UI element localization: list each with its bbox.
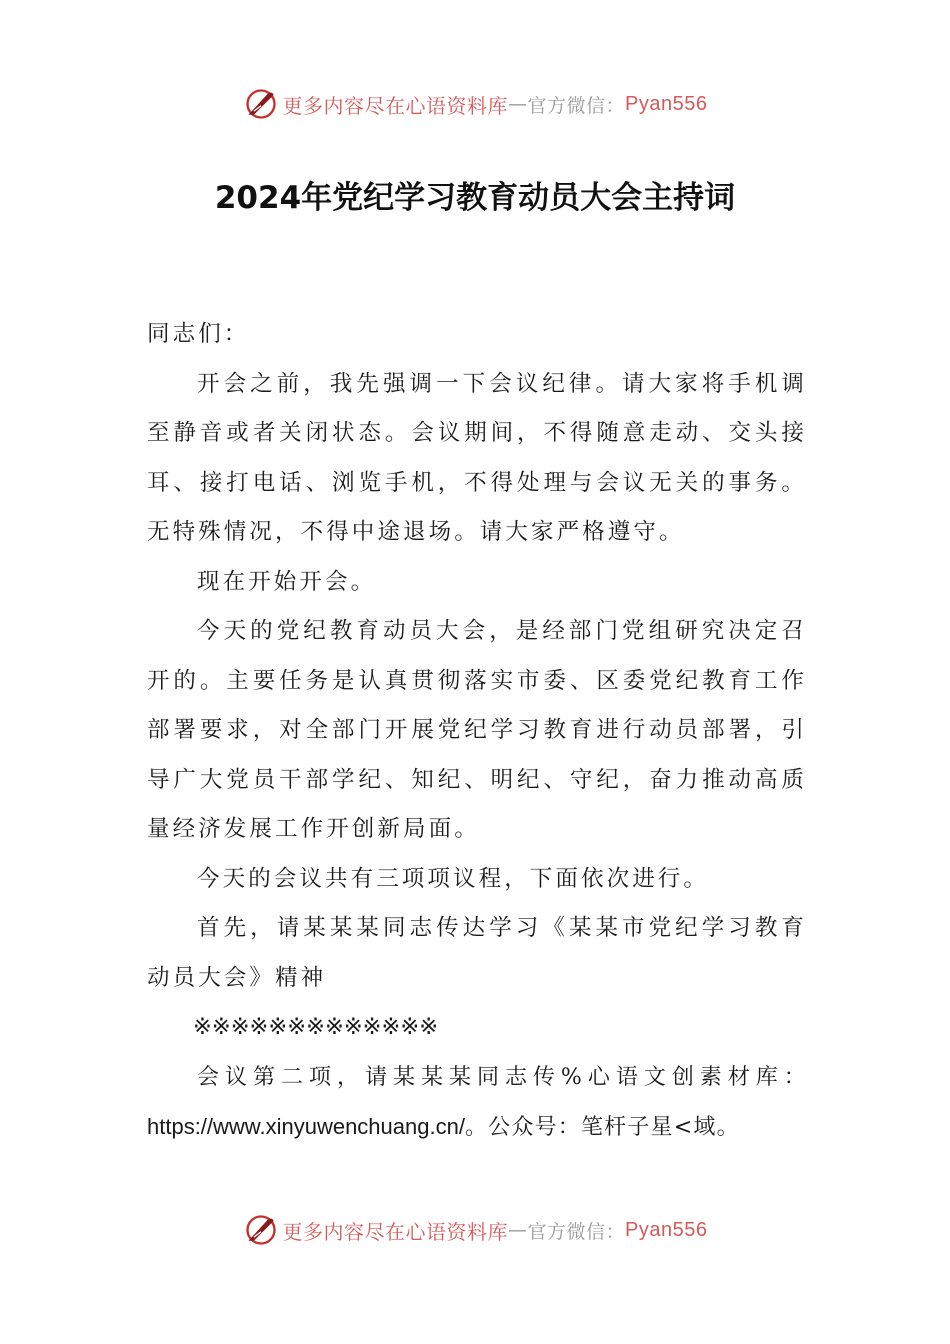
paragraph-purpose: 今天的党纪教育动员大会，是经部门党组研究决定召开的。主要任务是认真贯彻落实市委、区委党纪教育工作部署要求，对全部门开展党纪学习教育进行动员部署，引导广大党员干部学纪、知纪、明纪、守纪，奋力推动高质量经济发展工作开创新局面。 <box>147 618 807 842</box>
source-url: https://www.xinyuwenchuang.cn/ <box>147 1114 465 1139</box>
paragraph-start: 现在开始开会。 <box>197 568 377 595</box>
second-item-suffix: 。公众号：笔杆子星<域。 <box>464 1115 740 1140</box>
salutation: 同志们： <box>147 321 250 347</box>
header-watermark <box>0 84 950 124</box>
watermark-wechat-id: Pyan556 <box>625 92 708 115</box>
watermark-main-text: 更多内容尽在心语资料库 <box>282 93 508 118</box>
watermark-dash: — <box>508 1219 528 1241</box>
watermark-wechat-id: Pyan556 <box>625 1218 708 1241</box>
document-title: 2024年党纪学习教育动员大会主持词 <box>214 180 736 216</box>
paragraph-first-item: 首先，请某某某同志传达学习《某某市党纪学习教育动员大会》精神 <box>147 915 807 991</box>
document-body <box>147 310 807 1153</box>
watermark-sub-text: 官方微信： <box>527 1220 626 1243</box>
footer-watermark <box>0 1210 950 1250</box>
second-item-text: 会议第二项，请某某某同志传%心语文创素材库： <box>197 1064 807 1090</box>
paragraph-agenda: 今天的会议共有三项项议程，下面依次进行。 <box>197 865 710 892</box>
watermark-dash: — <box>508 93 528 115</box>
quill-logo-icon <box>243 1212 279 1248</box>
watermark-main-text: 更多内容尽在心语资料库 <box>282 1219 508 1244</box>
paragraph-second-item <box>147 1053 807 1153</box>
separator-marks: ※※※※※※※※※※※※※ <box>193 1014 439 1040</box>
quill-logo-icon <box>243 86 279 122</box>
watermark-sub-text: 官方微信： <box>527 94 626 117</box>
paragraph-discipline: 开会之前，我先强调一下会议纪律。请大家将手机调至静音或者关闭状态。会议期间，不得随意走动、交头接耳、接打电话、浏览手机，不得处理与会议无关的事务。无特殊情况，不得中途退场。请大家严格遵守。 <box>147 370 807 545</box>
